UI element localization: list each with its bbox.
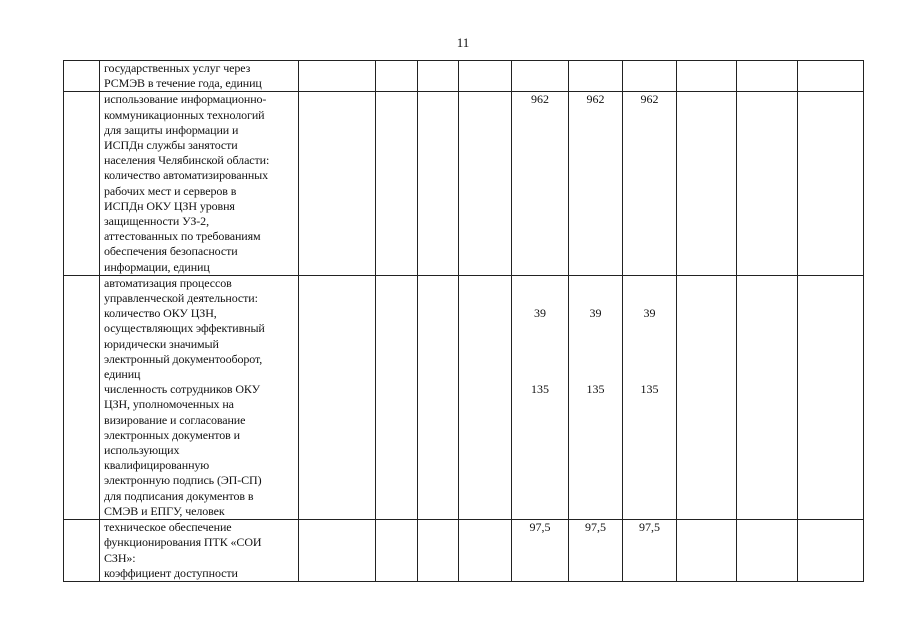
indicator-value: 962 [512,92,569,275]
table-cell-index [64,92,100,275]
table-row [64,520,864,582]
table-cell-index [64,520,100,582]
indicator-value: 962 [569,92,623,275]
indicator-description: техническое обеспечение функционирования ПТК «СОИ СЗН»: коэффициент доступности [100,520,299,582]
table-row [64,275,864,519]
indicator-description: государственных услуг через РСМЭВ в течение года, единиц [100,61,299,92]
indicators-table [63,60,864,582]
indicator-value: 135 [640,382,659,397]
indicator-description: численность сотрудников ОКУ ЦЗН, уполномоченных на визирование и согласование электронных документов и использующих квалифицированную электронную подпись (ЭП-СП) для подписания документов в СМЭВ и ЕПГУ, человек [104,382,262,518]
indicator-description: использование информационно- коммуникационных технологий для защиты информации и ИСПДн службы занятости населения Челябинской области: количество автоматизированных рабочих мест и серверов в ИСПДн ОКУ ЦЗН уровня защищенности УЗ-2, аттестованных по требованиям обеспечения безопасности информации, единиц [100,92,299,275]
indicator-value: 39 [534,305,546,320]
indicator-value: 97,5 [623,520,677,582]
indicator-description: автоматизация процессов управленческой деятельности: количество ОКУ ЦЗН, осуществляющих эффективный юридически значимый электронный документооборот, единиц [104,275,265,382]
indicator-value-group [512,275,569,519]
indicator-value: 962 [623,92,677,275]
indicator-value: 39 [643,305,656,320]
indicator-description-group [100,275,299,519]
table-row [64,92,864,275]
table-row [64,61,864,92]
table-cell-index [64,61,100,92]
indicator-value-group [569,275,623,519]
indicator-value: 97,5 [512,520,569,582]
indicator-value: 135 [586,382,605,397]
indicator-value: 135 [531,382,549,397]
page-number: 11 [456,35,470,50]
indicator-value: 97,5 [569,520,623,582]
indicator-value: 39 [589,305,602,320]
table-cell-index [64,275,100,519]
indicator-value-group [623,275,677,519]
